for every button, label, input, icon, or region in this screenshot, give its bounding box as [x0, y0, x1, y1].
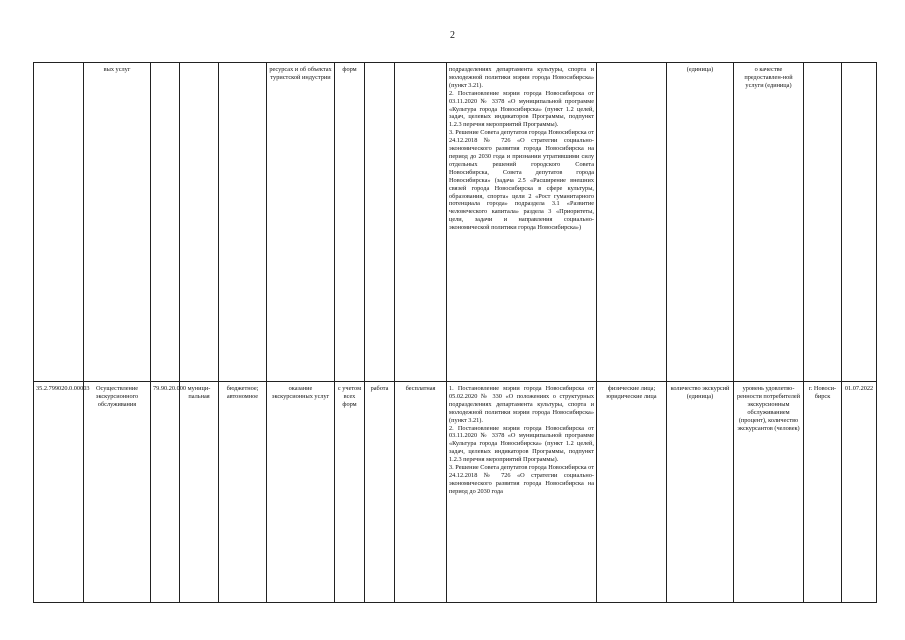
legal-basis-item: подразделениях департамента культуры, спорта и молодежной политики мэрии города Новосибирска» (пункт 3.21). [449, 66, 594, 89]
legal-basis-item: 2. Постановление мэрии города Новосибирска от 03.11.2020 № 3378 «О муниципальной программе «Культура города Новосибирска» (пункт 1.2 целей, задач, целевых индикаторов Программы, подпункт 1.2.3 перечня мероприятий Программы). [449, 89, 594, 129]
cell-volume-indicator: количество экскурсий (единица) [667, 382, 734, 603]
cell-level: муници-пальная [180, 382, 219, 603]
cell-institution-type: бюджетное; автономное [219, 382, 267, 603]
cell-date: 01.07.2022 [842, 382, 877, 603]
cell-date [842, 63, 877, 382]
cell-type: работа [365, 382, 395, 603]
cell-payment: бесплатная [395, 382, 447, 603]
page-number: 2 [450, 30, 455, 41]
legal-basis-item: 3. Решение Совета депутатов города Новосибирска от 24.12.2018 № 726 «О стратегии социально-экономического развития города Новосибирска на период до 2030 года и признании утратившими силу отдельных решений городского Совета Новосибирска, Совета депутатов города Новосибирска» (задача 2.5 «Расширение внешних связей города Новосибирска в сфере культуры, образования, спорта» цели 2 «Рост гуманитарного потенциала города» подраздела 3.1 «Развитие человеческого капитала» раздела 3 «Приоритеты, цели, задачи и направления социально-экономической политики города Новосибирска») [449, 129, 594, 232]
cell-quality-indicator: уровень удовлетво-ренности потребителей экскурсионным обслуживанием (процент), количество экскурсантов (человек) [734, 382, 804, 603]
cell-service-name: вых услуг [84, 63, 151, 382]
legal-basis-item: 1. Постановление мэрии города Новосибирска от 05.02.2020 № 330 «О положениях о структурных подразделениях департамента культуры, спорта и молодежной политики мэрии города Новосибирска» (пункт 3.21). [449, 385, 594, 424]
cell-type [365, 63, 395, 382]
cell-conditions: форм [335, 63, 365, 382]
cell-level [180, 63, 219, 382]
cell-consumers [597, 63, 667, 382]
cell-content: оказание экскурсионных услуг [267, 382, 335, 603]
cell-quality-indicator: о качестве предоставлен-ной услуги (единица) [734, 63, 804, 382]
cell-content: ресурсах и об объектах туристской индустрии [267, 63, 335, 382]
cell-payment [395, 63, 447, 382]
cell-okved [151, 63, 180, 382]
cell-legal-basis [447, 382, 597, 603]
legal-basis-item: 3. Решение Совета депутатов города Новосибирска от 24.12.2018 № 726 «О стратегии социально-экономического развития города Новосибирска на период до 2030 года [449, 464, 594, 495]
cell-code: 35.2.799020.0.00003 [34, 382, 84, 603]
cell-service-name: Осуществление экскурсионного обслуживания [84, 382, 151, 603]
cell-legal-basis [447, 63, 597, 382]
table-row [34, 63, 877, 382]
cell-code [34, 63, 84, 382]
cell-consumers: физические лица; юридические лица [597, 382, 667, 603]
table-row [34, 382, 877, 603]
cell-locality [804, 63, 842, 382]
cell-institution-type [219, 63, 267, 382]
services-register-table [33, 62, 877, 603]
cell-conditions: с учетом всех форм [335, 382, 365, 603]
cell-okved: 79.90.20.000 [151, 382, 180, 603]
cell-volume-indicator: (единица) [667, 63, 734, 382]
cell-locality: г. Новоси-бирск [804, 382, 842, 603]
legal-basis-item: 2. Постановление мэрии города Новосибирска от 03.11.2020 № 3378 «О муниципальной программе «Культура города Новосибирска» (пункт 1.2 целей, задач, целевых индикаторов Программы, подпункт 1.2.3 перечня мероприятий Программы). [449, 424, 594, 464]
